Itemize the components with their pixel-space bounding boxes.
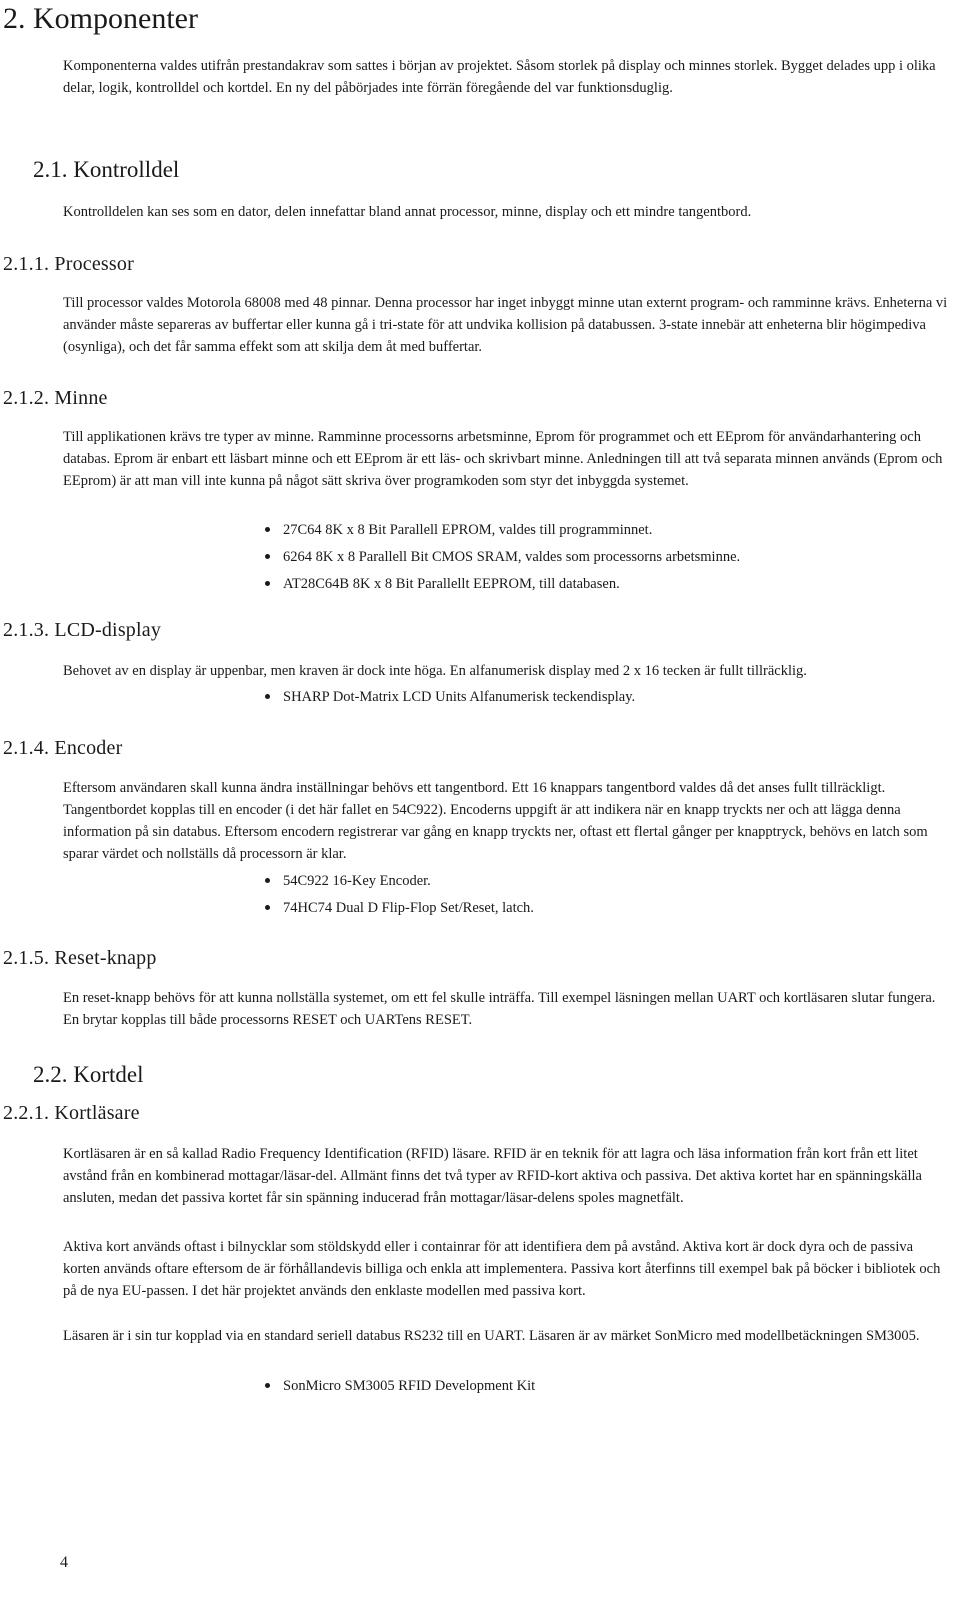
kortlasare-list: [265, 1375, 535, 1402]
section-title: 2. Komponenter: [3, 2, 198, 35]
list-item: 54C922 16-Key Encoder.: [265, 870, 534, 897]
heading-kortlasare: 2.2.1. Kortläsare: [3, 1102, 140, 1124]
minne-list: [265, 519, 740, 600]
list-item: 6264 8K x 8 Parallell Bit CMOS SRAM, valdes som processorns arbetsminne.: [265, 546, 740, 573]
page-number: 4: [60, 1554, 68, 1571]
kortlasare-paragraph-1: Kortläsaren är en så kallad Radio Frequency Identification (RFID) läsare. RFID är en teknik för att lagra och läsa information från kort från ett litet avstånd från en kombinerad mottagar/läsar-del. Allmänt finns det två typer av RFID-kort aktiva och passiva. Det aktiva kortet har en spänningskälla ansluten, medan det passiva kortet får sin spänning inducerad från mottagar/läsar-delens spoles magnetfält.: [63, 1146, 922, 1206]
list-item: AT28C64B 8K x 8 Bit Parallellt EEPROM, till databasen.: [265, 573, 740, 600]
encoder-list: [265, 870, 534, 924]
kortlasare-paragraph-3: Läsaren är i sin tur kopplad via en standard seriell databus RS232 till en UART. Läsaren är av märket SonMicro med modellbetäckningen SM3005.: [63, 1328, 920, 1344]
list-item: SonMicro SM3005 RFID Development Kit: [265, 1375, 535, 1402]
heading-minne: 2.1.2. Minne: [3, 387, 108, 409]
intro-paragraph: Komponenterna valdes utifrån prestandakrav som sattes i början av projektet. Såsom storlek på display och minnes storlek. Bygget delades upp i olika delar, logik, kontrolldel och kortdel. En ny del påbörjades inte förrän föregående del var funktionsduglig.: [63, 58, 936, 96]
reset-paragraph: En reset-knapp behövs för att kunna nollställa systemet, om ett fel skulle inträffa. Till exempel läsningen mellan UART och kortläsaren slutar fungera. En brytar kopplas till både processorns RESET och UARTens RESET.: [63, 990, 936, 1028]
list-item: 27C64 8K x 8 Bit Parallell EPROM, valdes till programminnet.: [265, 519, 740, 546]
heading-encoder: 2.1.4. Encoder: [3, 737, 123, 759]
heading-kontrolldel: 2.1. Kontrolldel: [33, 157, 180, 182]
encoder-paragraph: Eftersom användaren skall kunna ändra inställningar behövs ett tangentbord. Ett 16 knappars tangentbord valdes då det anses fullt tillräckligt. Tangentbordet kopplas till en encoder (i det här fallet en 54C922). Encoderns uppgift är att indikera när en knapp tryckts ner och att lägga denna information på sin databus. Eftersom encodern registrerar var gång en knapp tryckts ner, oftast ett flertal gånger per knapptryck, behövs en latch som sparar värdet och nollställs då processorn är klar.: [63, 780, 928, 862]
heading-reset-knapp: 2.1.5. Reset-knapp: [3, 947, 157, 969]
lcd-list: [265, 686, 635, 713]
heading-processor: 2.1.1. Processor: [3, 253, 134, 275]
kontrolldel-paragraph: Kontrolldelen kan ses som en dator, delen innefattar bland annat processor, minne, display och ett mindre tangentbord.: [63, 204, 752, 220]
heading-kortdel: 2.2. Kortdel: [33, 1062, 144, 1087]
heading-lcd-display: 2.1.3. LCD-display: [3, 619, 162, 641]
list-item: SHARP Dot-Matrix LCD Units Alfanumerisk teckendisplay.: [265, 686, 635, 713]
minne-paragraph: Till applikationen krävs tre typer av minne. Ramminne processorns arbetsminne, Eprom för programmet och ett EEprom för användarhantering och databas. Eprom är enbart ett läsbart minne och ett EEprom är ett läs- och skrivbart minne. Anledningen till att två separata minnen används (Eprom och EEprom) är att man vill inte kunna på något sätt skriva över programkoden som styr det inbyggda systemet.: [63, 429, 943, 489]
list-item: 74HC74 Dual D Flip-Flop Set/Reset, latch.: [265, 897, 534, 924]
kortlasare-paragraph-2: Aktiva kort används oftast i bilnycklar som stöldskydd eller i containrar för att identifiera dem på avstånd. Aktiva kort är dock dyra och de passiva korten används oftare eftersom de är förhållandevis billiga och enkla att implementera. Passiva kort återfinns till exempel bak på böcker i bibliotek och på de nya EU-passen. I det här projektet används den enklaste modellen med passiva kort.: [63, 1239, 941, 1299]
lcd-paragraph: Behovet av en display är uppenbar, men kraven är dock inte höga. En alfanumerisk display med 2 x 16 tecken är fullt tillräcklig.: [63, 663, 807, 679]
processor-paragraph: Till processor valdes Motorola 68008 med 48 pinnar. Denna processor har inget inbyggt minne utan externt program- och ramminne krävs. Enheterna vi använder måste separeras av buffertar eller kunna gå i tri-state för att undvika kollision på databussen. 3-state innebär att enheterna blir högimpediva (osynliga), och det får samma effekt som att skilja dem åt med buffertar.: [63, 295, 948, 355]
